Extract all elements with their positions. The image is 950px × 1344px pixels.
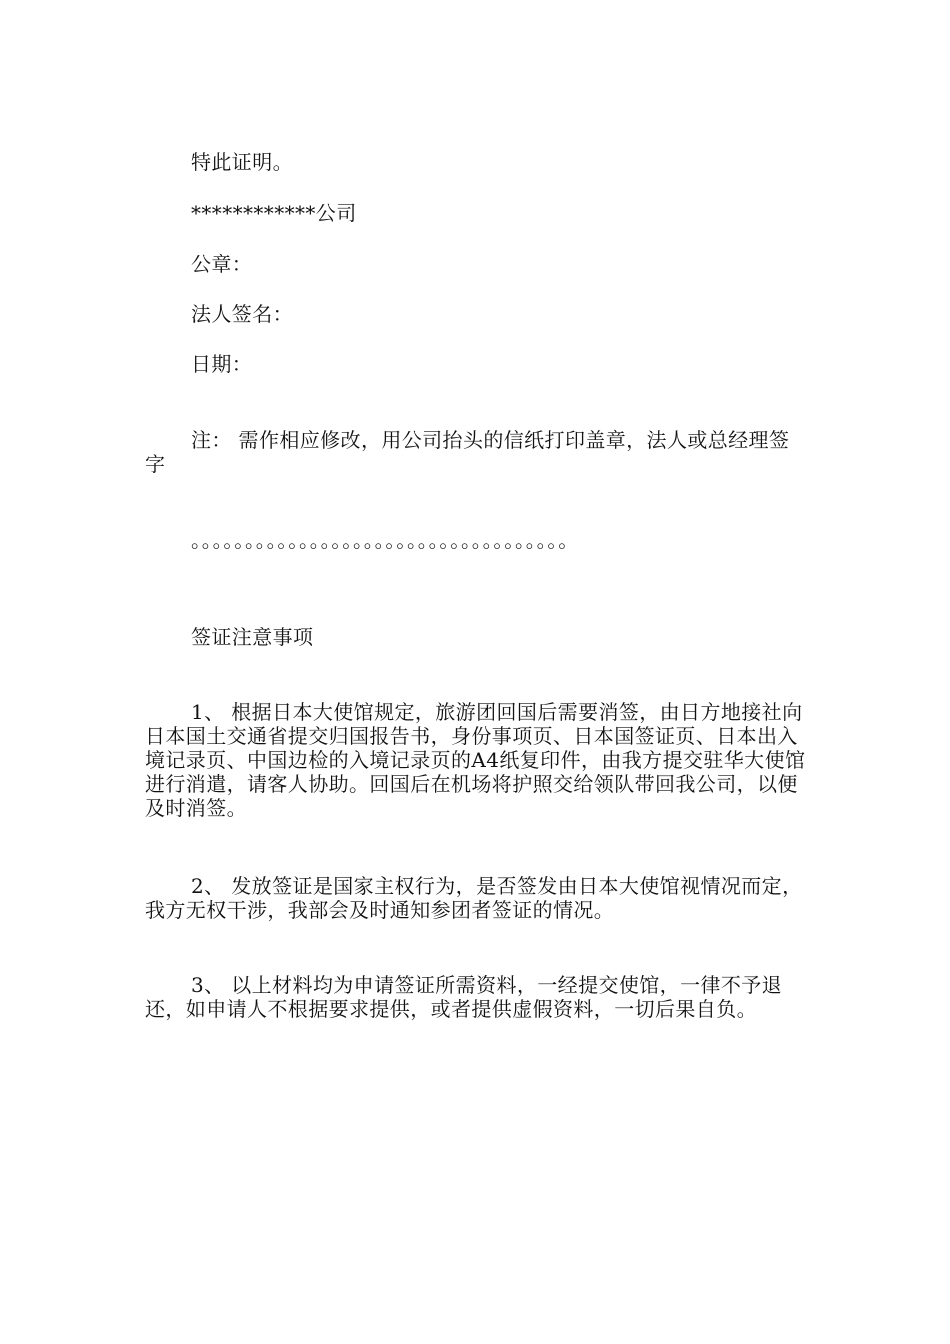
notice-item-2: 2、 发放签证是国家主权行为，是否签发由日本大使馆视情况而定，我方无权干涉，我部会及时通知参团者签证的情况。 bbox=[145, 874, 803, 922]
separator-dots: 。。。。。。。。。。。。。。。。。。。。。。。。。。。。。。。。。。。 bbox=[191, 528, 579, 552]
closing-statement: 特此证明。 bbox=[191, 150, 293, 174]
company-name: ************公司 bbox=[191, 201, 357, 225]
signature-label: 法人签名： bbox=[191, 302, 293, 326]
seal-label: 公章： bbox=[191, 252, 253, 276]
section-title: 签证注意事项 bbox=[191, 625, 314, 649]
notice-item-3: 3、 以上材料均为申请签证所需资料，一经提交使馆，一律不予退还，如申请人不根据要求提供，或者提供虚假资料，一切后果自负。 bbox=[145, 973, 783, 1021]
notice-item-1: 1、 根据日本大使馆规定，旅游团回国后需要消签，由日方地接社向日本国土交通省提交归国报告书，身份事项页、日本国签证页、日本出入境记录页、中国边检的入境记录页的A4纸复印件，由我方提交驻华大使馆进行消遣，请客人协助。回国后在机场将护照交给领队带回我公司，以便及时消签。 bbox=[145, 700, 806, 820]
date-label: 日期： bbox=[191, 352, 253, 376]
note-paragraph: 注： 需作相应修改，用公司抬头的信纸打印盖章，法人或总经理签字 bbox=[145, 428, 790, 476]
